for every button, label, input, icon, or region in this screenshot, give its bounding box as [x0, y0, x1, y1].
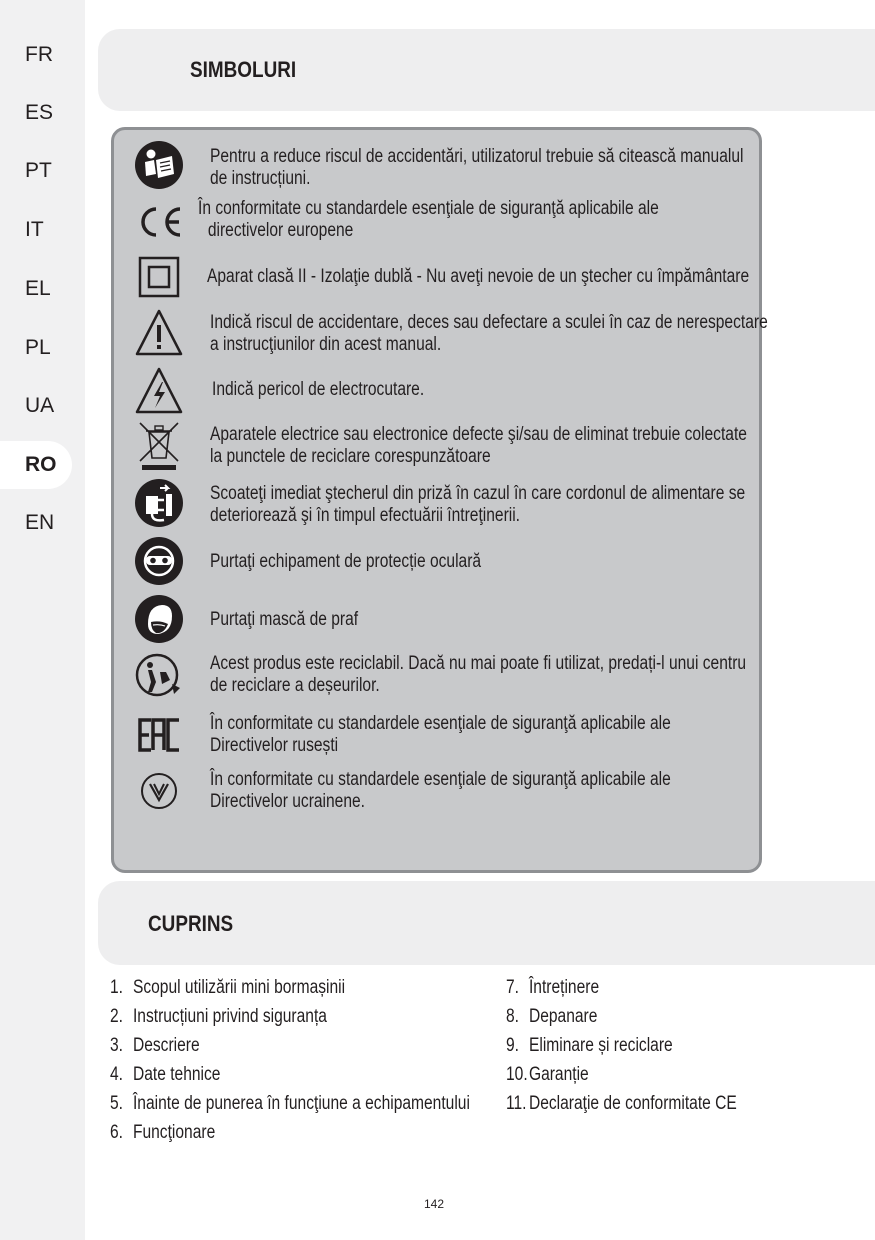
ua-mark-icon: [134, 766, 184, 816]
symbol-text-line: la punctele de reciclare corespunzătoare: [210, 446, 491, 467]
symbol-text-line: În conformitate cu standardele esenţiale de siguranţă aplicabile ale: [198, 198, 659, 219]
lang-tab-pt[interactable]: PT: [25, 159, 52, 182]
warning-triangle-icon: [134, 308, 184, 358]
lang-tab-ua[interactable]: UA: [25, 394, 55, 417]
symbol-text-line: Acest produs este reciclabil. Dacă nu mai poate fi utilizat, predați-l unui centru: [210, 653, 747, 674]
symbol-text-line: Directivelor ucrainene.: [210, 791, 366, 812]
weee-bin-icon: [134, 420, 184, 470]
contents-header: [98, 881, 875, 965]
symbol-text-line: a instrucţiunilor din acest manual.: [210, 334, 442, 355]
electric-shock-icon: [134, 366, 184, 416]
toc-item-1[interactable]: 1. Scopul utilizării mini bormașinii: [110, 977, 346, 998]
symbols-header: [98, 29, 875, 111]
contents-title: CUPRINS: [148, 911, 234, 936]
toc-item-7[interactable]: 7. Întreținere: [506, 977, 600, 998]
lang-tab-fr[interactable]: FR: [25, 43, 53, 66]
symbol-text-line: deteriorează şi în timpul efectuării întreţinerii.: [210, 505, 521, 526]
eac-mark-icon: [134, 710, 184, 760]
toc-item-11[interactable]: 11. Declaraţie de conformitate CE: [506, 1093, 737, 1114]
lang-tab-el[interactable]: EL: [25, 277, 51, 300]
symbol-text-line: de reciclare a deșeurilor.: [210, 675, 380, 696]
toc-item-6[interactable]: 6. Funcţionare: [110, 1122, 216, 1143]
toc-item-9[interactable]: 9. Eliminare și reciclare: [506, 1035, 673, 1056]
toc-item-8[interactable]: 8. Depanare: [506, 1006, 598, 1027]
lang-tab-ro[interactable]: RO: [0, 441, 72, 489]
toc-item-4[interactable]: 4. Date tehnice: [110, 1064, 221, 1085]
lang-tab-es[interactable]: ES: [25, 101, 54, 124]
symbol-text-line: de instrucțiuni.: [210, 168, 311, 189]
symbol-text-line: Purtaţi mască de praf: [210, 609, 359, 630]
lang-tab-en[interactable]: EN: [25, 511, 55, 534]
symbol-text-line: directivelor europene: [207, 220, 354, 241]
toc-item-10[interactable]: 10.Garanție: [506, 1064, 589, 1085]
language-sidebar: [0, 0, 85, 1240]
symbol-text-line: Aparat clasă II - Izolaţie dublă - Nu aveţi nevoie de un ştecher cu împământare: [207, 266, 750, 287]
lang-tab-pl[interactable]: PL: [25, 336, 51, 359]
unplug-icon: [134, 478, 184, 528]
symbol-text-line: În conformitate cu standardele esenţiale de siguranţă aplicabile ale: [210, 713, 671, 734]
read-manual-icon: [134, 140, 184, 190]
lang-tab-it[interactable]: IT: [25, 218, 44, 241]
dust-mask-icon: [134, 594, 184, 644]
toc-item-5[interactable]: 5. Înainte de punerea în funcţiune a echipamentului: [110, 1093, 470, 1114]
eye-protection-icon: [134, 536, 184, 586]
symbol-text-line: Pentru a reduce riscul de accidentări, utilizatorul trebuie să citească manualul: [210, 146, 744, 167]
symbol-text-line: Scoateţi imediat ştecherul din priză în cazul în care cordonul de alimentare se: [210, 483, 746, 504]
symbol-text-line: Indică pericol de electrocutare.: [212, 379, 425, 400]
symbol-text-line: Indică riscul de accidentare, deces sau defectare a sculei în caz de nerespectare: [210, 312, 768, 333]
symbol-text-line: Aparatele electrice sau electronice defecte şi/sau de eliminat trebuie colectate: [210, 424, 747, 445]
toc-item-3[interactable]: 3. Descriere: [110, 1035, 200, 1056]
symbols-title: SIMBOLURI: [190, 57, 297, 82]
symbols-panel: [111, 127, 768, 873]
page-number: 142: [424, 1197, 445, 1211]
ce-mark-icon: [134, 198, 184, 248]
recycle-product-icon: [134, 650, 184, 700]
symbol-text-line: În conformitate cu standardele esenţiale de siguranţă aplicabile ale: [210, 769, 671, 790]
symbol-text-line: Directivelor rusești: [210, 735, 339, 756]
symbol-text-line: Purtaţi echipament de protecție oculară: [210, 551, 482, 572]
class-ii-icon: [134, 252, 184, 302]
toc-item-2[interactable]: 2. Instrucțiuni privind siguranța: [110, 1006, 327, 1027]
